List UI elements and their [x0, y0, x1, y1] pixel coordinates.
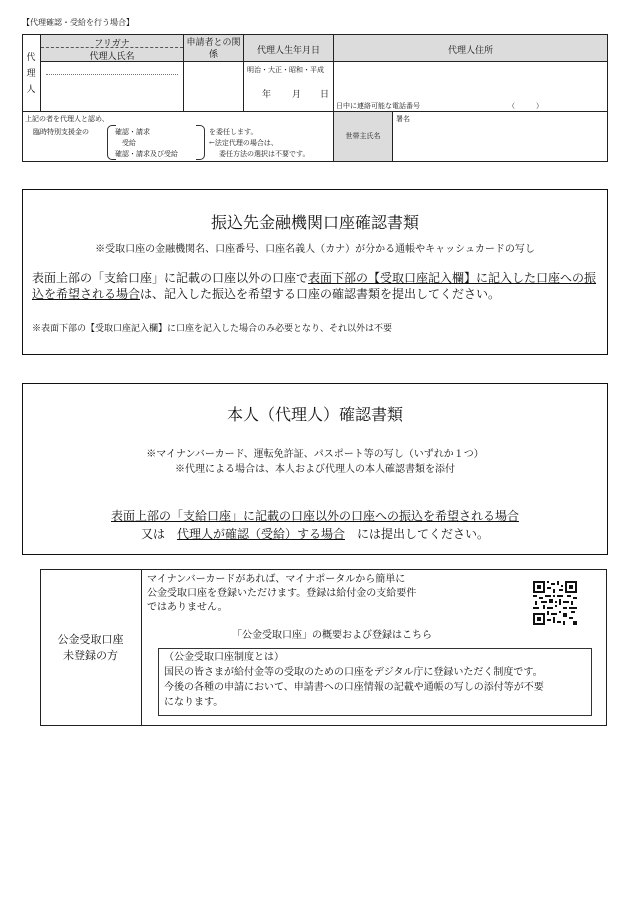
address-input[interactable] — [334, 62, 607, 98]
legal-note-1: ←法定代理の場合は、 — [209, 139, 278, 147]
public-account-link[interactable]: 「公金受取口座」の概要および登録はこちら — [232, 630, 432, 641]
relation-input[interactable] — [184, 62, 243, 111]
household-label: 世帯主氏名 — [345, 132, 381, 140]
bank-doc-title: 振込先金融機関口座確認書類 — [210, 213, 419, 232]
birth-year: 年 — [262, 90, 272, 100]
bracket-right — [196, 125, 205, 160]
birth-month: 月 — [292, 90, 302, 100]
id-doc-line2: 又は 代理人が確認（受給）する場合 には提出してください。 — [140, 527, 490, 541]
legal-note-2: 委任方法の選択は不要です。 — [219, 150, 310, 158]
public-account-text: マイナンバーカードがあれば、マイナポータルから簡単に 公金受取口座を登録いただけます。登録は給付金の支給要件 ではありません。 — [147, 574, 417, 613]
consent-line: 上記の者を代理人と認め、 — [25, 115, 109, 123]
birth-day: 日 — [320, 90, 330, 100]
consent-suffix: を委任します。 — [209, 128, 258, 136]
option-receive[interactable]: 受給 — [122, 139, 136, 147]
qr-code[interactable] — [533, 581, 577, 625]
phone-label: 日中に連絡可能な電話番号 — [336, 102, 420, 110]
option-both[interactable]: 確認・請求及び受給 — [115, 150, 178, 158]
agent-side-label: 代 理 人 — [26, 53, 36, 95]
bank-doc-note2: ※表面下部の【受取口座記入欄】に口座を記入した場合のみ必要となり、それ以外は不要 — [32, 324, 393, 334]
consent-prefix: 臨時特別支援金の — [33, 128, 89, 136]
phone-input[interactable]: （ ） — [508, 102, 543, 110]
id-doc-line1: 表面上部の「支給口座」に記載の口座以外の口座への振込を希望される場合 — [110, 509, 519, 523]
section-title: 【代理確認・受給を行う場合】 — [22, 18, 134, 27]
signature-label: 署名 — [396, 115, 410, 123]
id-doc-note2: ※代理による場合は、本人および代理人の本人確認書類を添付 — [175, 464, 455, 475]
id-doc-title: 本人（代理人）確認書類 — [226, 405, 403, 424]
birth-label: 代理人生年月日 — [256, 46, 320, 56]
bank-doc-note: ※受取口座の金融機関名、口座番号、口座名義人（カナ）が分かる通帳やキャッシュカードの写し — [95, 244, 535, 255]
era-options[interactable]: 明治・大正・昭和・平成 — [247, 66, 324, 74]
id-doc-note1: ※マイナンバーカード、運転免許証、パスポート等の写し（いずれか１つ） — [146, 449, 484, 460]
signature-input[interactable] — [393, 112, 607, 161]
furigana-label: フリガナ — [94, 39, 130, 49]
agent-name-label: 代理人氏名 — [89, 52, 135, 62]
public-account-label: 公金受取口座 未登録の方 — [57, 633, 124, 662]
option-confirm[interactable]: 確認・請求 — [115, 128, 150, 136]
agent-name-input[interactable] — [41, 62, 183, 111]
address-label: 代理人住所 — [447, 46, 493, 56]
public-account-inner-text: （公金受取口座制度とは） 国民の皆さまが給付金等の受取のための口座をデジタル庁に登録いただく制度です。 今後の各種の申請において、申請書への口座情報の記載や通帳の写しの添付等が不要 になります。 — [164, 652, 544, 708]
relation-label: 申請者との関係 — [186, 38, 241, 60]
bank-doc-paragraph: 表面上部の「支給口座」に記載の口座以外の口座で表面下部の【受取口座記入欄】に記入した口座への振込を希望される場合は、記入した振込を希望する口座の確認書類を提出してください。 — [32, 271, 597, 301]
